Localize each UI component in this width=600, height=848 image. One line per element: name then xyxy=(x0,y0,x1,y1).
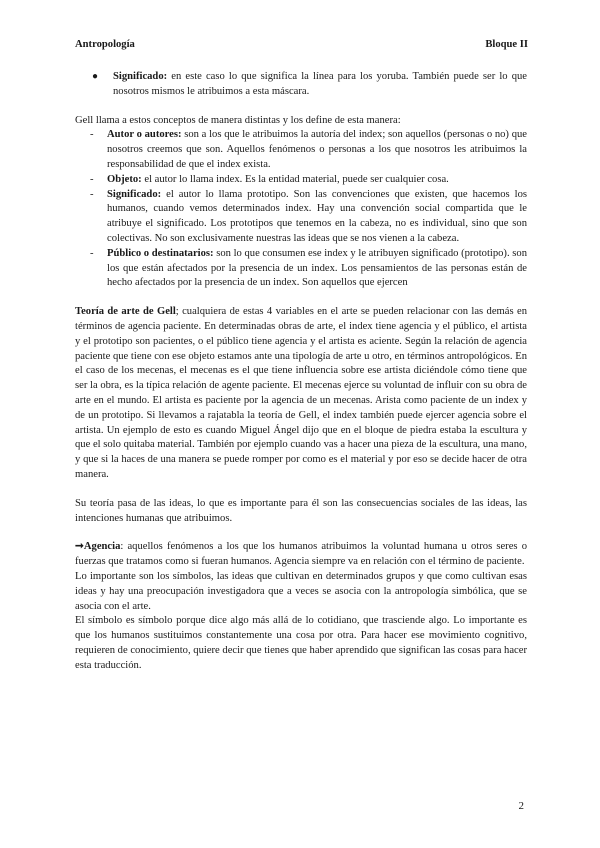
teoria-text: ; cualquiera de estas 4 variables en el arte se pueden relacionar con las demás en términos de agencia paciente. En determinadas obras de arte, el index tiene agencia y el público, el artista y el prototipo son pacientes, o el público tiene agencia y el artista es aciente. Según la relación de agencia paciente que tiene con ese objeto estamos ante una tipología de arte u otro, en términos antropológicos. En el caso de los mecenas, el mecenas es el que tiene influencia sobre ese artista diciéndole cómo tiene que ser la obra, es la típica relación de agente paciente. El mecenas ejerce su voluntad de influir con su obra de arte en el mundo. El artista es paciente por la agencia de un mecenas. Arista como paciente de un index y de un prototipo. Si llevamos a rajatabla la teoría de Gell, el index también puede ejercer agencia sobre el artista. Un ejemplo de esto es cuando Miguel Ángel dijo que en el bloque de piedra estaba la escultura y que el solo quitaba material. También por ejemplo cuando vas a hacer una pieza de la escultura, una mano, y que si la haces de una manera se puede romper por como es el material y por eso se decide hacer de otra manera. xyxy=(75,306,527,480)
bullet-term: Significado: xyxy=(113,71,168,82)
dash-marker: - xyxy=(90,188,94,200)
list-item-description: el autor lo llama index. Es la entidad material, puede ser cualquier cosa. xyxy=(141,173,449,185)
document-body xyxy=(75,70,527,673)
bullet-icon: ● xyxy=(92,71,99,82)
list-item-text xyxy=(107,128,527,172)
list-item-term: Público o destinatarios: xyxy=(107,247,214,259)
list-item-term: Autor o autores: xyxy=(107,129,182,141)
header-subject: Antropología xyxy=(75,39,135,50)
teoria-term: Teoría de arte de Gell xyxy=(75,306,176,318)
simbolo-paragraph: El símbolo es símbolo porque dice algo más allá de lo cotidiano, que trasciende algo. Lo importante es que los humanos sustituimos constantemente una cosa por otra. Para hacer ese movimiento cognitivo, requieren de conocimiento, quiere decir que tienes que haber aprendido que significan las cosas para hacer esta traducción. xyxy=(75,615,527,671)
simbolos-paragraph: Lo importante son los símbolos, las ideas que cultivan en determinados grupos y que como cultivan esas ideas y hay una preocupación investigadora que a veces se asocia con la antropología simbólica, que se asocia con el arte. xyxy=(75,570,527,612)
list-item-text xyxy=(107,247,527,291)
header-block: Bloque II xyxy=(485,39,528,50)
list-item-term: Significado: xyxy=(107,188,162,200)
list-item-text xyxy=(107,173,527,188)
bullet-significado xyxy=(92,70,527,100)
list-item-description: son lo que consumen ese index y le atribuyen significado (prototipo). son los que están afectados por la presencia de un index. Los pensamientos de las personas están de hecho afectados por la presencia de un index. Son aquellos que ejercen xyxy=(107,247,527,289)
page-number: 2 xyxy=(518,800,524,812)
gell-intro: Gell llama a estos conceptos de manera distintas y los define de esta manera: xyxy=(75,114,401,126)
list-item-description: son a los que le atribuimos la autoría del index; son aquellos (personas o no) que nosotros creemos que son. Aquellos fenómenos o personas a los que nosotros les atribuimos la responsabilidad de que el index exista. xyxy=(107,129,527,170)
list-item xyxy=(90,247,527,291)
bullet-description: en este caso lo que significa la línea para los yoruba. También puede ser lo que nosotros mismos le atribuimos a esta máscara. xyxy=(113,71,527,97)
list-item xyxy=(90,173,527,188)
dash-marker: - xyxy=(90,247,94,259)
agencia-text: : aquellos fenómenos a los que los humanos atribuimos la voluntad humana u otros seres o fuerzas que tratamos como si fueran humanos. Agencia siempre va en relación con el término de paciente. xyxy=(75,541,527,568)
agencia-term: Agencia xyxy=(83,541,121,553)
teoria-paragraph xyxy=(75,305,527,483)
arrow-icon: ➞ xyxy=(75,541,84,553)
list-item xyxy=(90,188,527,247)
list-item-term: Objeto: xyxy=(107,173,142,185)
ideas-paragraph: Su teoría pasa de las ideas, lo que es importante para él son las consecuencias sociales de las ideas, las intenciones humanas que atribuimos. xyxy=(75,497,527,524)
dash-marker: - xyxy=(90,173,94,185)
bullet-text xyxy=(113,70,527,100)
list-item-description: el autor lo llama prototipo. Son las convenciones que existen, que hacemos los humanos, cuando vemos determinados index. Hay una convención social compartida que le atribuye el significado. Los prototipos que tenemos en la cabeza, no es individual, sino que son colectivas. No son exclusivamente nuestras las ideas que se nos vienen a la cabeza. xyxy=(107,188,527,244)
dash-marker: - xyxy=(90,129,94,141)
list-item-text xyxy=(107,188,527,247)
gell-concepts-list xyxy=(75,128,527,291)
list-item xyxy=(90,128,527,172)
agencia-paragraph xyxy=(75,540,527,570)
page-header xyxy=(75,38,528,53)
